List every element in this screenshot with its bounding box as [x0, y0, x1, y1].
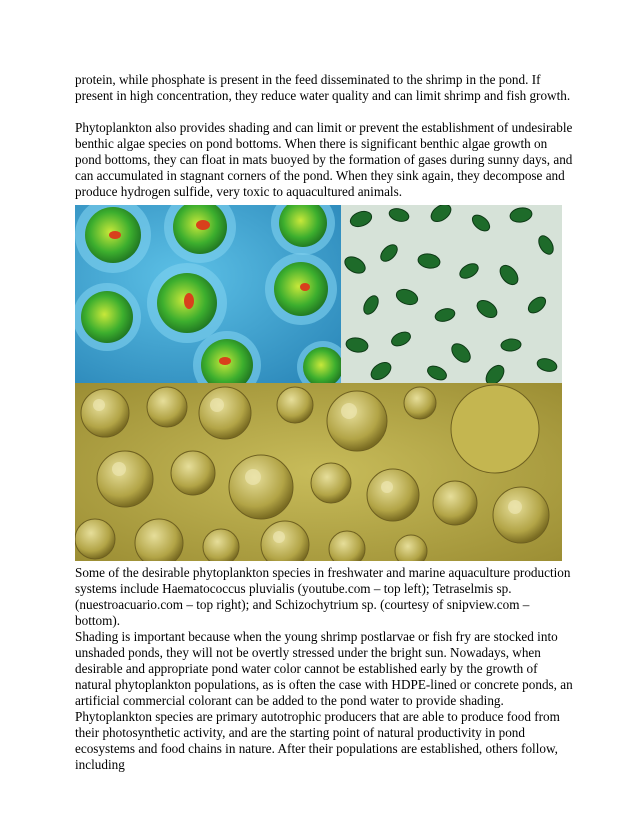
schizochytrium-cell — [277, 387, 313, 423]
haematococcus-cell — [147, 263, 227, 343]
schizochytrium-cell — [367, 469, 419, 521]
photo-caption: Some of the desirable phytoplankton species in freshwater and marine aquaculture production systems include Haematococcus pluvialis (youtube.com – top left); Tetraselmis sp. (nuestroacuario.com – top right); and Schizochytrium sp. (courtesy of snipview.com – bottom). — [75, 565, 571, 628]
schizochytrium-cell — [199, 387, 251, 439]
schizochytrium-cell — [97, 451, 153, 507]
photo-tetraselmis — [341, 205, 562, 383]
schizochytrium-cell — [203, 529, 239, 561]
schizochytrium-cell — [229, 455, 293, 519]
schizochytrium-cell — [147, 387, 187, 427]
schizochytrium-cell — [493, 487, 549, 543]
schizochytrium-cell — [433, 481, 477, 525]
paragraph-shading-benthic-algae: Phytoplankton also provides shading and can limit or prevent the establishment of undesirable benthic algae species on pond bottoms. When there is significant benthic algae growth on pond bottoms, they can float in mats buoyed by the formation of gases during sunny days, and can accumulated in stagnant corners of the pond. When they sink again, they decompose and produce hydrogen sulfide, very toxic to aquacultured animals. — [75, 120, 573, 199]
schizochytrium-cell — [329, 531, 365, 561]
schizochytrium-cell — [404, 387, 436, 419]
schizochytrium-cell — [451, 385, 539, 473]
paragraph-primary-producers: Phytoplankton species are primary autotrophic producers that are able to produce food from their photosynthetic activity, and are the starting point of natural productivity in pond ecosystems and food chains in nature. After their populations are established, others follow, including — [75, 709, 560, 772]
schizochytrium-cell — [81, 389, 129, 437]
schizochytrium-cell — [311, 463, 351, 503]
schizochytrium-cell — [395, 535, 427, 561]
schizochytrium-cell — [75, 519, 115, 559]
paragraph-phosphate: protein, while phosphate is present in the feed disseminated to the shrimp in the pond. If present in high concentration, they reduce water quality and can limit shrimp and fish growth. — [75, 72, 571, 103]
schizochytrium-cell — [171, 451, 215, 495]
haematococcus-cell — [75, 283, 141, 351]
photo-schizochytrium — [75, 383, 562, 561]
photo-haematococcus-pluvialis — [75, 205, 341, 383]
schizochytrium-cell — [327, 391, 387, 451]
haematococcus-cell — [265, 253, 337, 325]
schizochytrium-cell — [135, 519, 183, 561]
paragraph-shading-importance: Shading is important because when the young shrimp postlarvae or fish fry are stocked into unshaded ponds, they will not be overtly stressed under the bright sun. Nowadays, when desirable and appropriate pond water color cannot be established early by the growth of natural phytoplankton populations, as is often the case with HDPE-lined or concrete ponds, an artificial commercial colorant can be added to the pond water to provide shading. — [75, 629, 573, 708]
